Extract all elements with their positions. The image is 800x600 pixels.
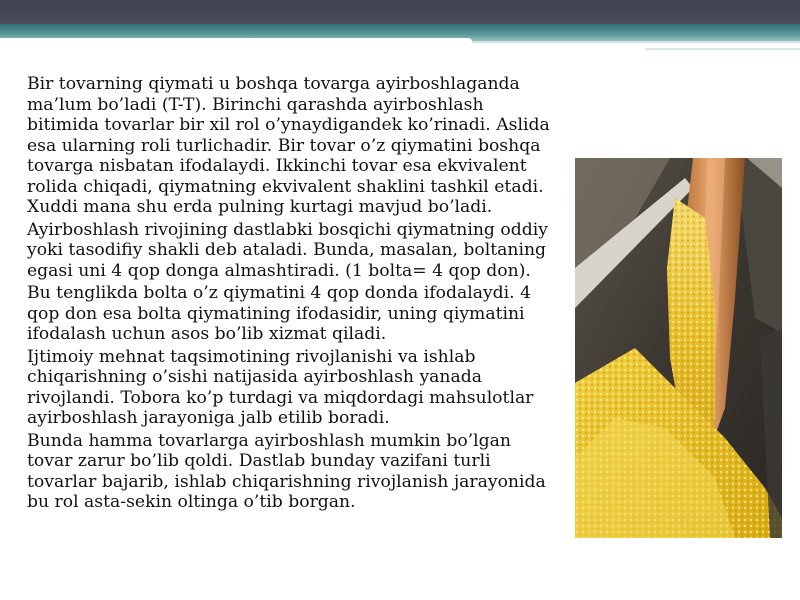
- slide-body-text: [27, 74, 559, 515]
- paragraph-2: Ayirboshlash rivojining dastlabki bosqichi qiymatning oddiy yoki tasodifiy shakli deb ataladi. Bunda, masalan, boltaning egasi uni 4 qop donga almashtiradi. (1 bolta= 4 qop don).: [27, 219, 548, 281]
- header-divider-line: [472, 41, 800, 43]
- paragraph-1: Bir tovarning qiymati u boshqa tovarga ayirboshlaganda ma’lum bo’ladi (T-T). Birinchi qarashda ayirboshlash bitimida tovarlar bir xil rol o’ynaydigandek ko’rinadi. Aslida esa ularning roli turlichadir. Bir tovar o’z qiymatini boshqa tovarga nisbatan ifodalaydi. Ikkinchi tovar esa ekvivalent rolida chiqadi, qiymatning ekvivalent shaklini tashkil etadi. Xuddi mana shu erda pulning kurtagi mavjud bo’ladi.: [27, 74, 550, 217]
- header-bar: [0, 0, 800, 24]
- paragraph-3: Bu tenglikda bolta o’z qiymatini 4 qop donda ifodalaydi. 4 qop don esa bolta qiymatining ifodasidir, uning qiymatini ifodalash uchun asos bo’lib xizmat qiladi.: [27, 283, 532, 344]
- paragraph-5: Bunda hamma tovarlarga ayirboshlash mumkin bo’lgan tovar zarur bo’lib qoldi. Dastlab bunday vazifani turli tovarlar bajarib, ishlab chiqarishning rivojlanish jarayonida bu rol asta-sekin oltinga o’tib borgan.: [27, 430, 546, 512]
- grain-pouring-photo: [575, 158, 782, 538]
- paragraph-4: Ijtimoiy mehnat taqsimotining rivojlanishi va ishlab chiqarishning o’sishi natijasida ayirboshlash yanada rivojlandi. Tobora ko’p turdagi va miqdordagi mahsulotlar ayirboshlash jarayoniga jalb etilib boradi.: [27, 346, 534, 428]
- header-divider-line-short: [645, 48, 800, 50]
- header-notch: [0, 38, 472, 46]
